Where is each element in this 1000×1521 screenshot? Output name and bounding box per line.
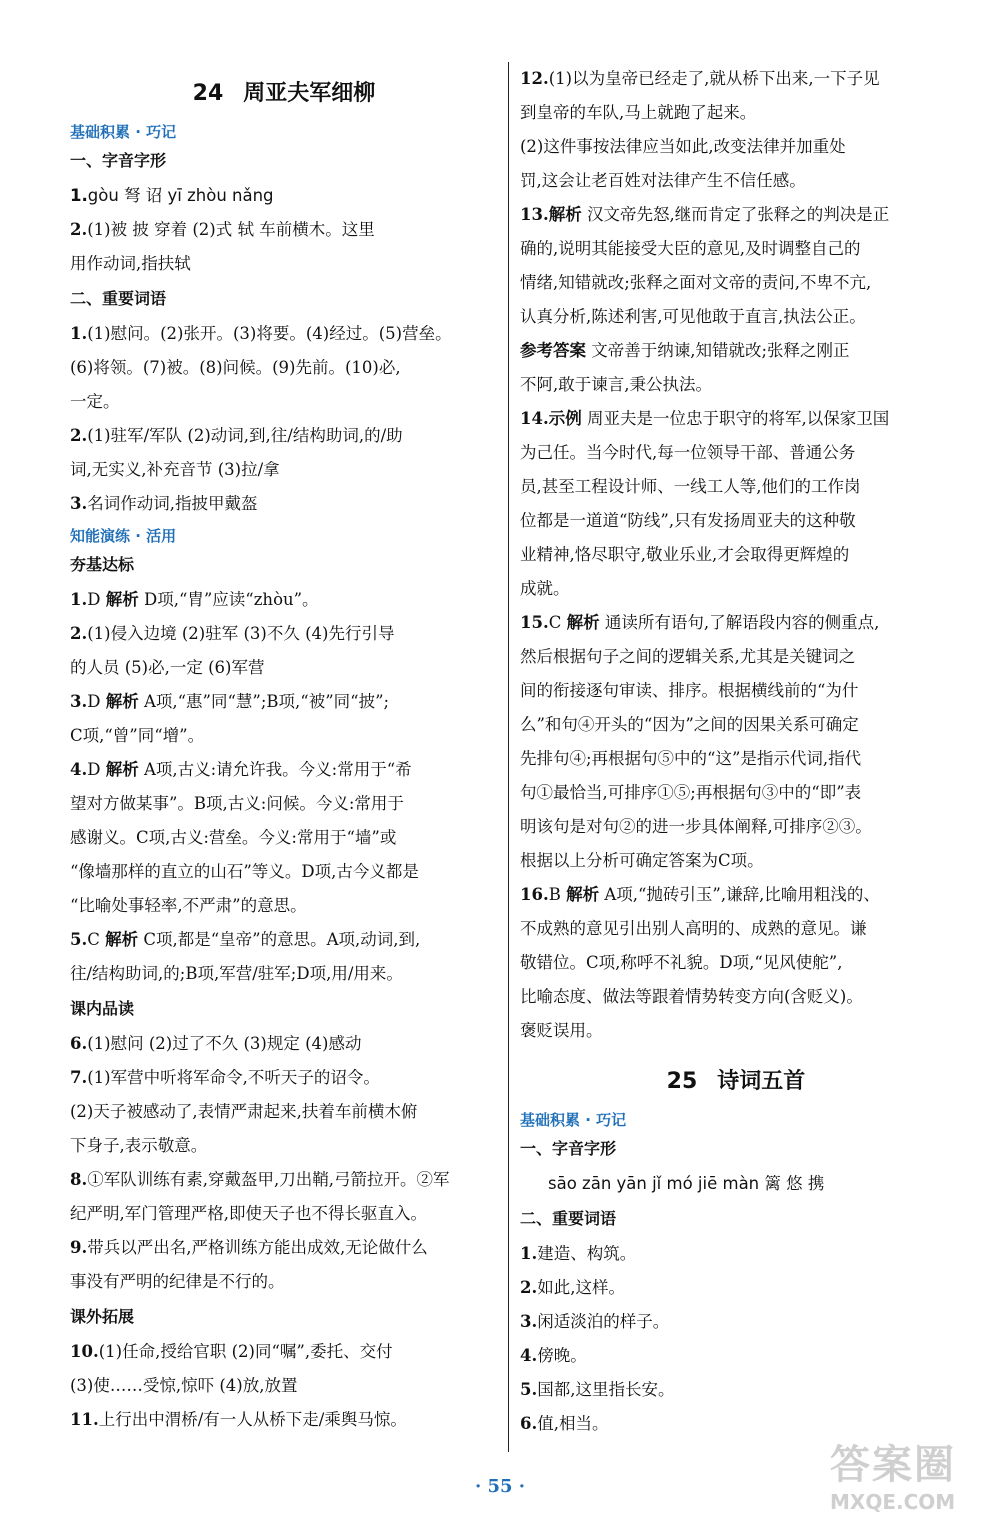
answer-line: 6.值,相当。: [520, 1414, 609, 1433]
section-header: 知能演练 · 活用: [70, 527, 177, 545]
answer-line: 3.名词作动词,指披甲戴盔: [70, 494, 258, 513]
answer-line: 业精神,恪尽职守,敬业乐业,才会取得更辉煌的: [520, 545, 850, 564]
answer-line: 比喻态度、做法等跟着情势转变方向(含贬义)。: [520, 987, 863, 1006]
answer-line: 根据以上分析可确定答案为C项。: [520, 851, 764, 870]
title-text: 周亚夫军细柳: [243, 81, 376, 106]
answer-line: “比喻处事轻率,不严肃”的意思。: [70, 896, 307, 915]
answer-line: 不阿,敢于谏言,秉公执法。: [520, 375, 712, 394]
answer-line: 1.D 解析 D项,“胄”应读“zhòu”。: [70, 590, 319, 609]
answer-line: 位都是一道道“防线”,只有发扬周亚夫的这种敬: [520, 511, 856, 530]
answer-line: 词,无实义,补充音节 (3)拉/拿: [70, 460, 280, 479]
answer-line: 为己任。当今时代,每一位领导干部、普通公务: [520, 443, 856, 462]
answer-line: 16.B 解析 A项,“抛砖引玉”,谦辞,比喻用粗浅的、: [520, 885, 880, 904]
answer-line: 6.(1)慰问 (2)过了不久 (3)规定 (4)感动: [70, 1034, 362, 1053]
section-title-24: [70, 76, 498, 107]
subheading: 课内品读: [70, 999, 135, 1018]
answer-line: 句①最恰当,可排序①⑤;再根据句③中的“即”表: [520, 783, 862, 802]
answer-line: 敬错位。C项,称呼不礼貌。D项,“见风使舵”,: [520, 953, 843, 972]
answer-line: 望对方做某事”。B项,古义:问候。今义:常用于: [70, 794, 404, 813]
answer-line: 11.上行出中渭桥/有一人从桥下走/乘舆马惊。: [70, 1410, 407, 1429]
answer-line: 8.①军队训练有素,穿戴盔甲,刀出鞘,弓箭拉开。②军: [70, 1170, 450, 1189]
answer-line: 2.(1)侵入边境 (2)驻军 (3)不久 (4)先行引导: [70, 624, 395, 643]
subheading: 夯基达标: [70, 555, 135, 574]
answer-line: “像墙那样的直立的山石”等义。D项,古今义都是: [70, 862, 419, 881]
answer-line: 15.C 解析 通读所有语句,了解语段内容的侧重点,: [520, 613, 880, 632]
answer-line: 4.傍晚。: [520, 1346, 587, 1365]
answer-line: 10.(1)任命,授给官职 (2)同“嘱”,委托、交付: [70, 1342, 393, 1361]
answer-line: 纪严明,军门管理严格,即使天子也不得长驱直入。: [70, 1204, 427, 1223]
answer-line: 参考答案 文帝善于纳谏,知错就改;张释之刚正: [520, 341, 850, 360]
title-text: 诗词五首: [717, 1069, 806, 1094]
subheading: 二、重要词语: [70, 289, 167, 308]
subheading: 课外拓展: [70, 1307, 135, 1326]
answer-line: 4.D 解析 A项,古义:请允许我。今义:常用于“希: [70, 760, 412, 779]
answer-line: 12.(1)以为皇帝已经走了,就从桥下出来,一下子见: [520, 69, 880, 88]
title-number: 24: [192, 81, 224, 106]
page-number: · 55 ·: [474, 1476, 526, 1497]
answer-line: 的人员 (5)必,一定 (6)军营: [70, 658, 265, 677]
answer-line: (2)天子被感动了,表情严肃起来,扶着车前横木俯: [70, 1102, 418, 1121]
answer-line: 罚,这会让老百姓对法律产生不信任感。: [520, 171, 806, 190]
answer-line: 3.D 解析 A项,“惠”同“慧”;B项,“被”同“披”;: [70, 692, 390, 711]
pinyin-line: sāo zān yān jǐ mó jiē màn 篱 悠 携: [548, 1174, 825, 1193]
answer-line: 13.解析 汉文帝先怒,继而肯定了张释之的判决是正: [520, 205, 890, 224]
column-divider: [508, 62, 509, 1452]
answer-line: 褒贬误用。: [520, 1021, 603, 1040]
answer-line: 2.(1)驻军/军队 (2)动词,到,往/结构助词,的/助: [70, 426, 403, 445]
answer-line: 下身子,表示敬意。: [70, 1136, 208, 1155]
right-column: [520, 62, 952, 1441]
answer-line: 5.C 解析 C项,都是“皇帝”的意思。A项,动词,到,: [70, 930, 421, 949]
watermark-logo: 答案圈 MXQE.COM: [830, 1442, 956, 1514]
answer-line: 明该句是对句②的进一步具体阐释,可排序②③。: [520, 817, 872, 836]
subheading: 一、字音字形: [520, 1139, 617, 1158]
section-header: 基础积累 · 巧记: [520, 1111, 627, 1129]
left-column: [70, 62, 498, 1437]
answer-line: 往/结构助词,的;B项,军营/驻军;D项,用/用来。: [70, 964, 403, 983]
answer-line: 员,甚至工程设计师、一线工人等,他们的工作岗: [520, 477, 861, 496]
answer-line: 到皇帝的车队,马上就跑了起来。: [520, 103, 757, 122]
answer-line: 间的衔接逐句审读、排序。根据横线前的“为什: [520, 681, 859, 700]
answer-line: 感谢义。C项,古义:营垒。今义:常用于“墙”或: [70, 828, 397, 847]
answer-line: 用作动词,指扶轼: [70, 254, 191, 273]
section-header: 基础积累 · 巧记: [70, 123, 177, 141]
answer-line: (6)将领。(7)被。(8)问候。(9)先前。(10)必,: [70, 358, 401, 377]
answer-line: 7.(1)军营中听将军命令,不听天子的诏令。: [70, 1068, 380, 1087]
answer-line: 14.示例 周亚夫是一位忠于职守的将军,以保家卫国: [520, 409, 890, 428]
answer-line: C项,“曾”同“增”。: [70, 726, 205, 745]
section-title-25: [520, 1064, 952, 1095]
answer-line: 成就。: [520, 579, 570, 598]
answer-line: 2.如此,这样。: [520, 1278, 625, 1297]
answer-line: 认真分析,陈述利害,可见他敢于直言,执法公正。: [520, 307, 866, 326]
answer-line: 么”和句④开头的“因为”之间的因果关系可确定: [520, 715, 859, 734]
answer-line: 2.(1)被 披 穿着 (2)式 轼 车前横木。这里: [70, 220, 375, 239]
title-number: 25: [666, 1069, 698, 1094]
answer-line: 3.闲适淡泊的样子。: [520, 1312, 670, 1331]
subheading: 一、字音字形: [70, 151, 167, 170]
answer-line: 然后根据句子之间的逻辑关系,尤其是关键词之: [520, 647, 856, 666]
answer-line: 事没有严明的纪律是不行的。: [70, 1272, 285, 1291]
answer-line: 5.国都,这里指长安。: [520, 1380, 675, 1399]
answer-line: 9.带兵以严出名,严格训练方能出成效,无论做什么: [70, 1238, 428, 1257]
answer-line: 1.(1)慰问。(2)张开。(3)将要。(4)经过。(5)营垒。: [70, 324, 452, 343]
answer-line: 一定。: [70, 392, 120, 411]
answer-line: (2)这件事按法律应当如此,改变法律并加重处: [520, 137, 846, 156]
answer-line: 1.建造、构筑。: [520, 1244, 637, 1263]
answer-line: 不成熟的意见引出别人高明的、成熟的意见。谦: [520, 919, 867, 938]
answer-line: (3)使……受惊,惊吓 (4)放,放置: [70, 1376, 298, 1395]
answer-line: 确的,说明其能接受大臣的意见,及时调整自己的: [520, 239, 861, 258]
answer-line: 1.gòu 弩 诏 yī zhòu nǎng: [70, 186, 274, 205]
answer-line: 情绪,知错就改;张释之面对文帝的责问,不卑不亢,: [520, 273, 872, 292]
subheading: 二、重要词语: [520, 1209, 617, 1228]
answer-line: 先排句④;再根据句⑤中的“这”是指示代词,指代: [520, 749, 862, 768]
